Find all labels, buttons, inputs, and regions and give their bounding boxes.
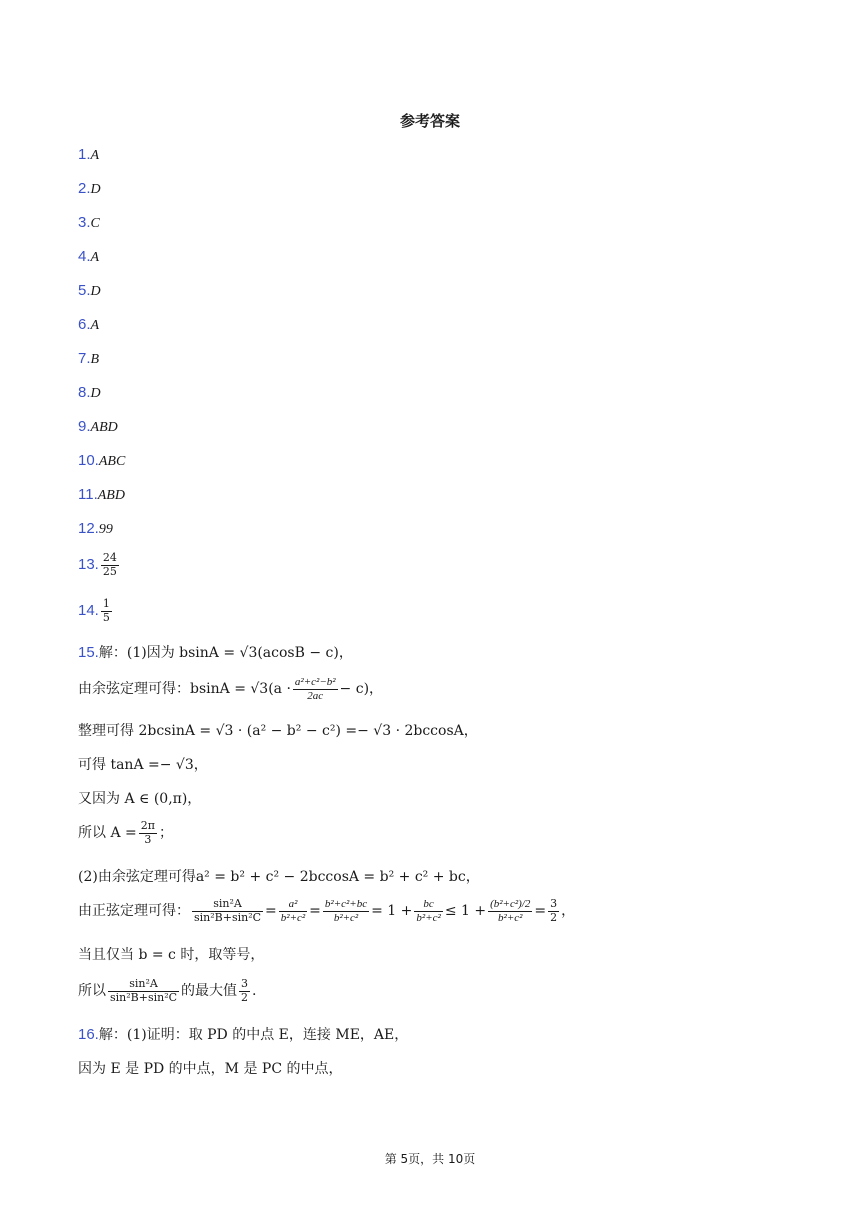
answer-number: 16. — [78, 1026, 99, 1043]
answer-number: 8. — [78, 384, 91, 401]
answer-number: 1. — [78, 146, 91, 163]
q15-line-8: 由正弦定理可得： $\frac{\text{sin²A}}{\text{sin²B+sin²C}}$ = $\frac{\text{a²}}{\text{b²+c²}}$ = $\frac{\text{b²+c²+bc}}{\text{b²+c²}}$ = 1 + $\frac{bc}{\text{b²+c²}}$ ≤ 1 + $\frac{\text{(b²+c²)/2}}{\text{b²+c²}}$ = $\frac{3}{2}$ ， — [78, 897, 576, 924]
q16-line-1: 16.解：(1)证明：取 PD 的中点 E，连接 ME，AE， — [78, 1026, 409, 1043]
answer-4 — [78, 248, 99, 266]
page-footer: 第 5页，共 10页 — [384, 1152, 476, 1166]
answer-number: 9. — [78, 418, 91, 435]
answer-value: A — [90, 148, 100, 163]
answer-5 — [78, 282, 101, 300]
answer-number: 2. — [78, 180, 91, 197]
answer-value: B — [90, 352, 100, 367]
answer-value: ABD — [97, 488, 125, 503]
answer-number: 15. — [78, 644, 99, 661]
answer-number: 7. — [78, 350, 91, 367]
answer-7 — [78, 350, 99, 368]
answer-value: ABC — [98, 454, 126, 469]
answer-14 — [78, 598, 114, 624]
q15-line-3: 整理可得 2bcsinA = √3 · (a² − b² − c²) =− √3 · 2bccosA， — [78, 723, 478, 739]
fraction: $\frac{24}{25}$ — [102, 551, 117, 578]
answer-value: D — [90, 386, 101, 401]
fraction: $\frac{1}{5}$ — [102, 597, 110, 624]
answer-6 — [78, 316, 99, 334]
q15-line-9: 当且仅当 b = c 时，取等号， — [78, 947, 265, 963]
answer-number: 3. — [78, 214, 91, 231]
q15-line-1: 15.解：(1)因为 bsinA = √3(acosB − c)， — [78, 644, 353, 661]
answer-value: D — [90, 284, 101, 299]
answer-value: 99 — [98, 522, 113, 537]
answer-3 — [78, 214, 100, 232]
answer-number: 11. — [78, 486, 98, 503]
answer-number: 13. — [78, 556, 99, 574]
q15-line-7: (2)由余弦定理可得a² = b² + c² − 2bccosA = b² + c² + bc， — [78, 869, 480, 885]
q15-line-2: 由余弦定理可得：bsinA = √3(a · $\frac{\text{a²+c²−b²}}{2ac}$ − c)， — [78, 676, 384, 702]
fraction: $\frac{2\pi}{3}$ — [140, 819, 155, 846]
answer-number: 14. — [78, 602, 99, 620]
answer-9 — [78, 418, 118, 436]
answer-10 — [78, 452, 125, 470]
answer-number: 4. — [78, 248, 91, 265]
answer-value: A — [90, 318, 100, 333]
answer-8 — [78, 384, 101, 402]
answer-2 — [78, 180, 101, 198]
page-title: 参考答案 — [399, 112, 460, 130]
answer-number: 10. — [78, 452, 99, 469]
q15-line-4: 可得 tanA =− √3， — [78, 757, 208, 773]
fraction: $\frac{\text{a²+c²−b²}}{2ac}$ — [294, 676, 336, 702]
answer-13 — [78, 552, 121, 578]
q16-line-2: 因为 E 是 PD 的中点，M 是 PC 的中点， — [78, 1061, 343, 1077]
q15-line-5: 又因为 A ∈ (0,π)， — [78, 791, 202, 807]
answer-number: 6. — [78, 316, 91, 333]
answer-11 — [78, 486, 125, 504]
answer-12 — [78, 520, 113, 538]
q15-line-6: 所以 A = $\frac{2\pi}{3}$ ； — [78, 819, 173, 846]
answer-1 — [78, 146, 99, 164]
answer-number: 5. — [78, 282, 91, 299]
q15-line-10: 所以 $\frac{\text{sin²A}}{\text{sin²B+sin²C}}$ 的最大值 $\frac{3}{2}$ . — [78, 977, 257, 1004]
answer-number: 12. — [78, 520, 99, 537]
answer-value: A — [90, 250, 100, 265]
answer-value: C — [90, 216, 100, 231]
answer-value: ABD — [90, 420, 118, 435]
answer-value: D — [90, 182, 101, 197]
